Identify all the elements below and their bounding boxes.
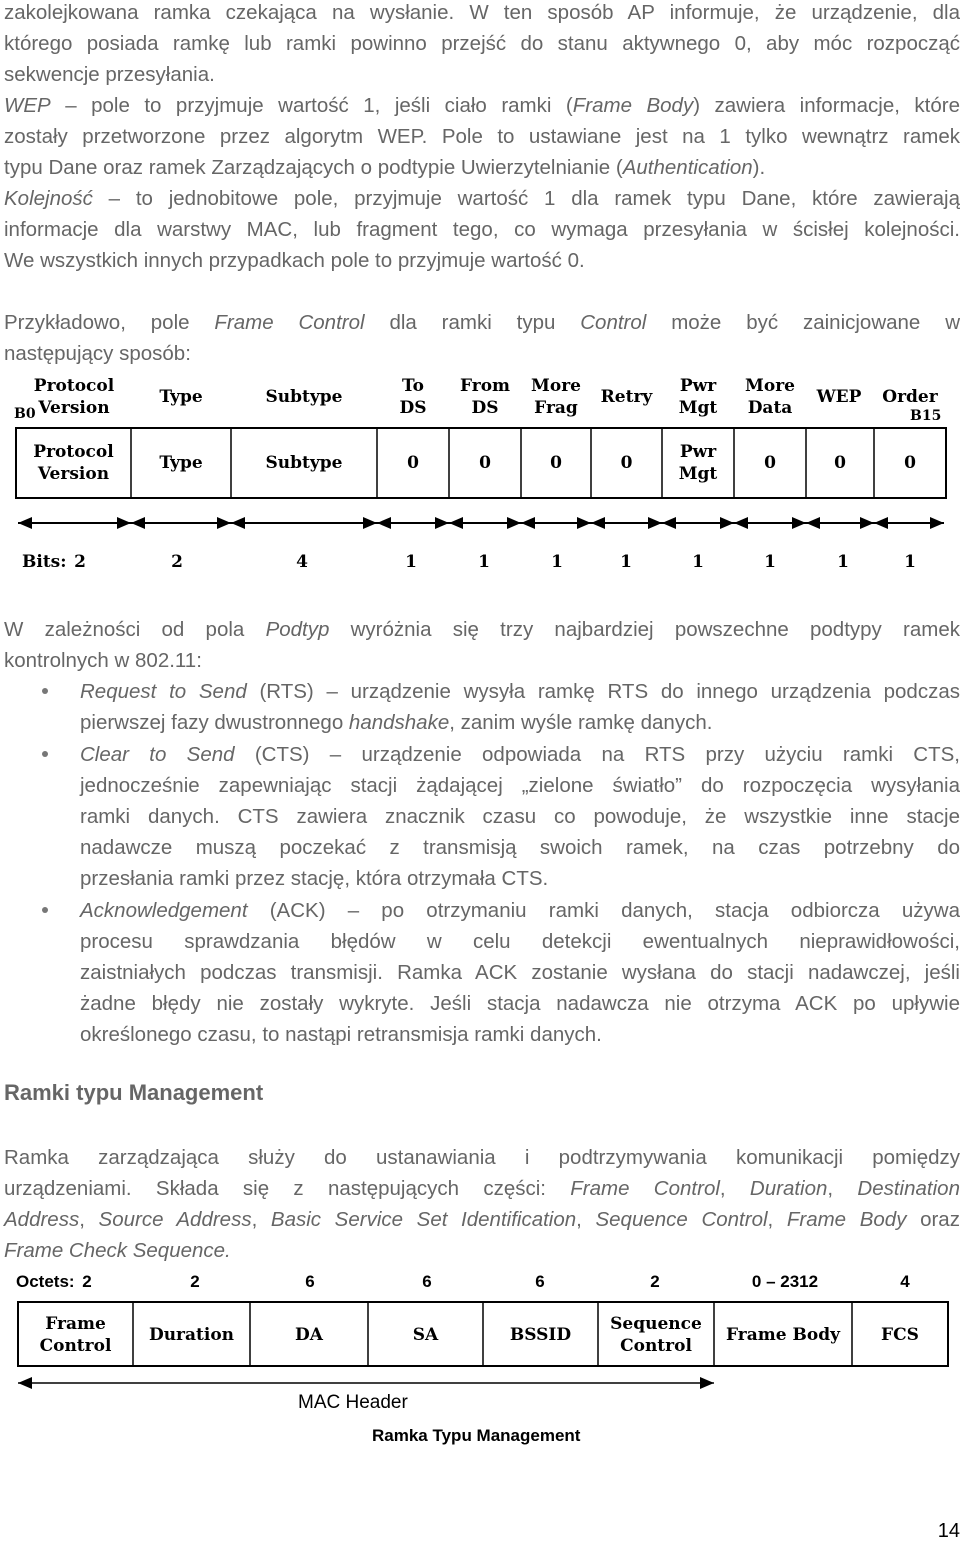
octets-value: 6 [305,1272,315,1291]
text-line: Kolejność – to jednobitowe pole, przyjmuje wartość 1 dla ramek typu Dane, które zawierają [4,187,960,210]
header-type: Type [159,387,203,407]
octets-value: 4 [900,1272,910,1291]
cell-wep: 0 [834,453,846,473]
cell-more-frag: 0 [550,453,562,473]
bit-b15-label: B15 [910,408,942,424]
cell-type: Type [159,453,203,473]
list-item-line: ramki danych. CTS zawiera znacznik czasu co powoduje, że wszystkie inne stacje [80,805,960,828]
bits-value: 1 [692,552,704,572]
cell-retry: 0 [620,453,633,473]
list-item-line: procesu sprawdzania błędów w celu detekcji ewentualnych nieprawidłowości, [80,930,960,953]
list-item: Clear to Send (CTS) – urządzenie odpowiada na RTS przy użyciu ramki CTS, [80,743,960,766]
text-line: WEP – pole to przyjmuje wartość 1, jeśli ciało ramki (Frame Body) zawiera informacje, które [4,94,960,117]
cell-fcs: FCS [881,1325,919,1345]
bits-value: 1 [478,552,490,572]
bits-label: Bits: [22,552,67,572]
header-subtype: Subtype [265,387,343,407]
text-line: W zależności od pola Podtyp wyróżnia się trzy najbardziej powszechne podtypy ramek [4,618,960,641]
list-item-line: pierwszej fazy dwustronnego handshake, zanim wyśle ramkę danych. [80,711,713,734]
header-more-frag: More Frag [531,376,581,418]
cell-duration: Duration [148,1325,235,1345]
text-line: zostały przetworzone przez algorytm WEP. Pole to ustawiane jest na 1 tylko wewnątrz ramek [4,125,960,148]
list-item-line: jednocześnie zapewniając stacji żądającej „zielone światło” do rozpoczęcia wysyłania [80,774,960,797]
cell-frame-control: Frame Control [39,1314,112,1356]
octets-value: 2 [190,1272,200,1291]
bits-value: 1 [837,552,849,572]
octets-value: 6 [422,1272,432,1291]
bit-b0-label: B0 [14,406,36,422]
octets-value: 2 [650,1272,660,1291]
text-line: We wszystkich innych przypadkach pole to przyjmuje wartość 0. [4,249,585,272]
list-item-line: żadne błędy nie zostały wykryte. Jeśli stacja nadawcza nie otrzyma ACK po upływie [80,992,960,1015]
bullet-dot [40,686,50,696]
header-pwr-mgt: Pwr Mgt [678,376,718,418]
cell-to-ds: 0 [407,453,419,473]
cell-pwr-mgt: Pwr Mgt [678,442,718,484]
management-frame-boxes [0,1290,960,1440]
section-heading: Ramki typu Management [4,1080,264,1105]
cell-from-ds: 0 [479,453,491,473]
list-item-line: przesłania ramki przez stację, która otrzymała CTS. [80,867,549,890]
header-from-ds: From DS [459,376,511,418]
bullet-dot [40,749,50,759]
octets-value: 2 [82,1272,92,1291]
frame-control-boxes [0,0,960,600]
bits-value: 1 [405,552,417,572]
bits-value: 1 [764,552,776,572]
mac-header-label: MAC Header [298,1392,408,1413]
cell-frame-body: Frame Body [726,1325,840,1345]
text-line: typu Dane oraz ramek Zarządzających o podtypie Uwierzytelnianie (Authentication). [4,156,766,179]
list-item: Request to Send (RTS) – urządzenie wysyła ramkę RTS do innego urządzenia podczas [80,680,960,703]
octets-value: 0 – 2312 [751,1272,819,1291]
cell-subtype: Subtype [265,453,343,473]
page-number: 14 [937,1520,960,1542]
text-line: informacje dla warstwy MAC, lub fragment tego, co wymaga przesyłania w ścisłej kolejności. [4,218,960,241]
bits-value: 1 [904,552,916,572]
cell-da: DA [295,1325,323,1345]
cell-sa: SA [412,1325,439,1345]
bits-value: 4 [296,552,308,572]
text-line: Frame Check Sequence. [4,1239,231,1262]
cell-order: 0 [904,453,916,473]
list-item-line: określonego czasu, to nastąpi retransmisja ramki danych. [80,1023,602,1046]
text-line: Przykładowo, pole Frame Control dla ramki typu Control może być zainicjowane w [4,311,960,334]
bits-value: 1 [551,552,563,572]
header-more-data: More Data [745,376,795,418]
bits-value: 2 [74,552,86,572]
text-line: sekwencje przesyłania. [4,63,215,86]
cell-more-data: 0 [764,453,776,473]
bullet-dot [40,905,50,915]
figure-caption: Ramka Typu Management [372,1426,581,1445]
cell-sequence-control: Sequence Control [610,1314,702,1356]
header-retry: Retry [600,387,653,407]
text-line: Address, Source Address, Basic Service Set Identification, Sequence Control, Frame Body oraz [4,1208,960,1231]
text-line: Ramka zarządzająca służy do ustanawiania i podtrzymywania komunikacji pomiędzy [4,1146,960,1169]
text-line: zakolejkowana ramka czekająca na wysłanie. W ten sposób AP informuje, że urządzenie, dla [4,1,960,24]
text-line: kontrolnych w 802.11: [4,649,202,672]
list-item: Acknowledgement (ACK) – po otrzymaniu ramki danych, stacja odbiorcza używa [80,899,960,922]
list-item-line: nadawcze muszą poczekać z transmisją swoich ramek, na czas potrzebny do [80,836,960,859]
header-to-ds: To DS [399,376,427,418]
cell-bssid: BSSID [509,1325,572,1345]
cell-protocol-version: Protocol Version [33,442,114,484]
header-order: Order [882,387,938,407]
octets-value: 6 [535,1272,545,1291]
text-line: następujący sposób: [4,342,191,365]
bits-value: 2 [171,552,183,572]
octets-label: Octets: [16,1272,75,1291]
text-line: urządzeniami. Składa się z następujących części: Frame Control, Duration, Destination [4,1177,960,1200]
header-wep: WEP [816,387,862,407]
header-protocol-version: Protocol Version [33,376,115,418]
list-item-line: zaistniałych podczas transmisji. Ramka ACK zostanie wysłana do stacji nadawczej, jeśli [80,961,960,984]
bits-value: 1 [620,552,632,572]
text-line: którego posiada ramkę lub ramki powinno przejść do stanu aktywnego 0, aby móc rozpocząć [4,32,960,55]
